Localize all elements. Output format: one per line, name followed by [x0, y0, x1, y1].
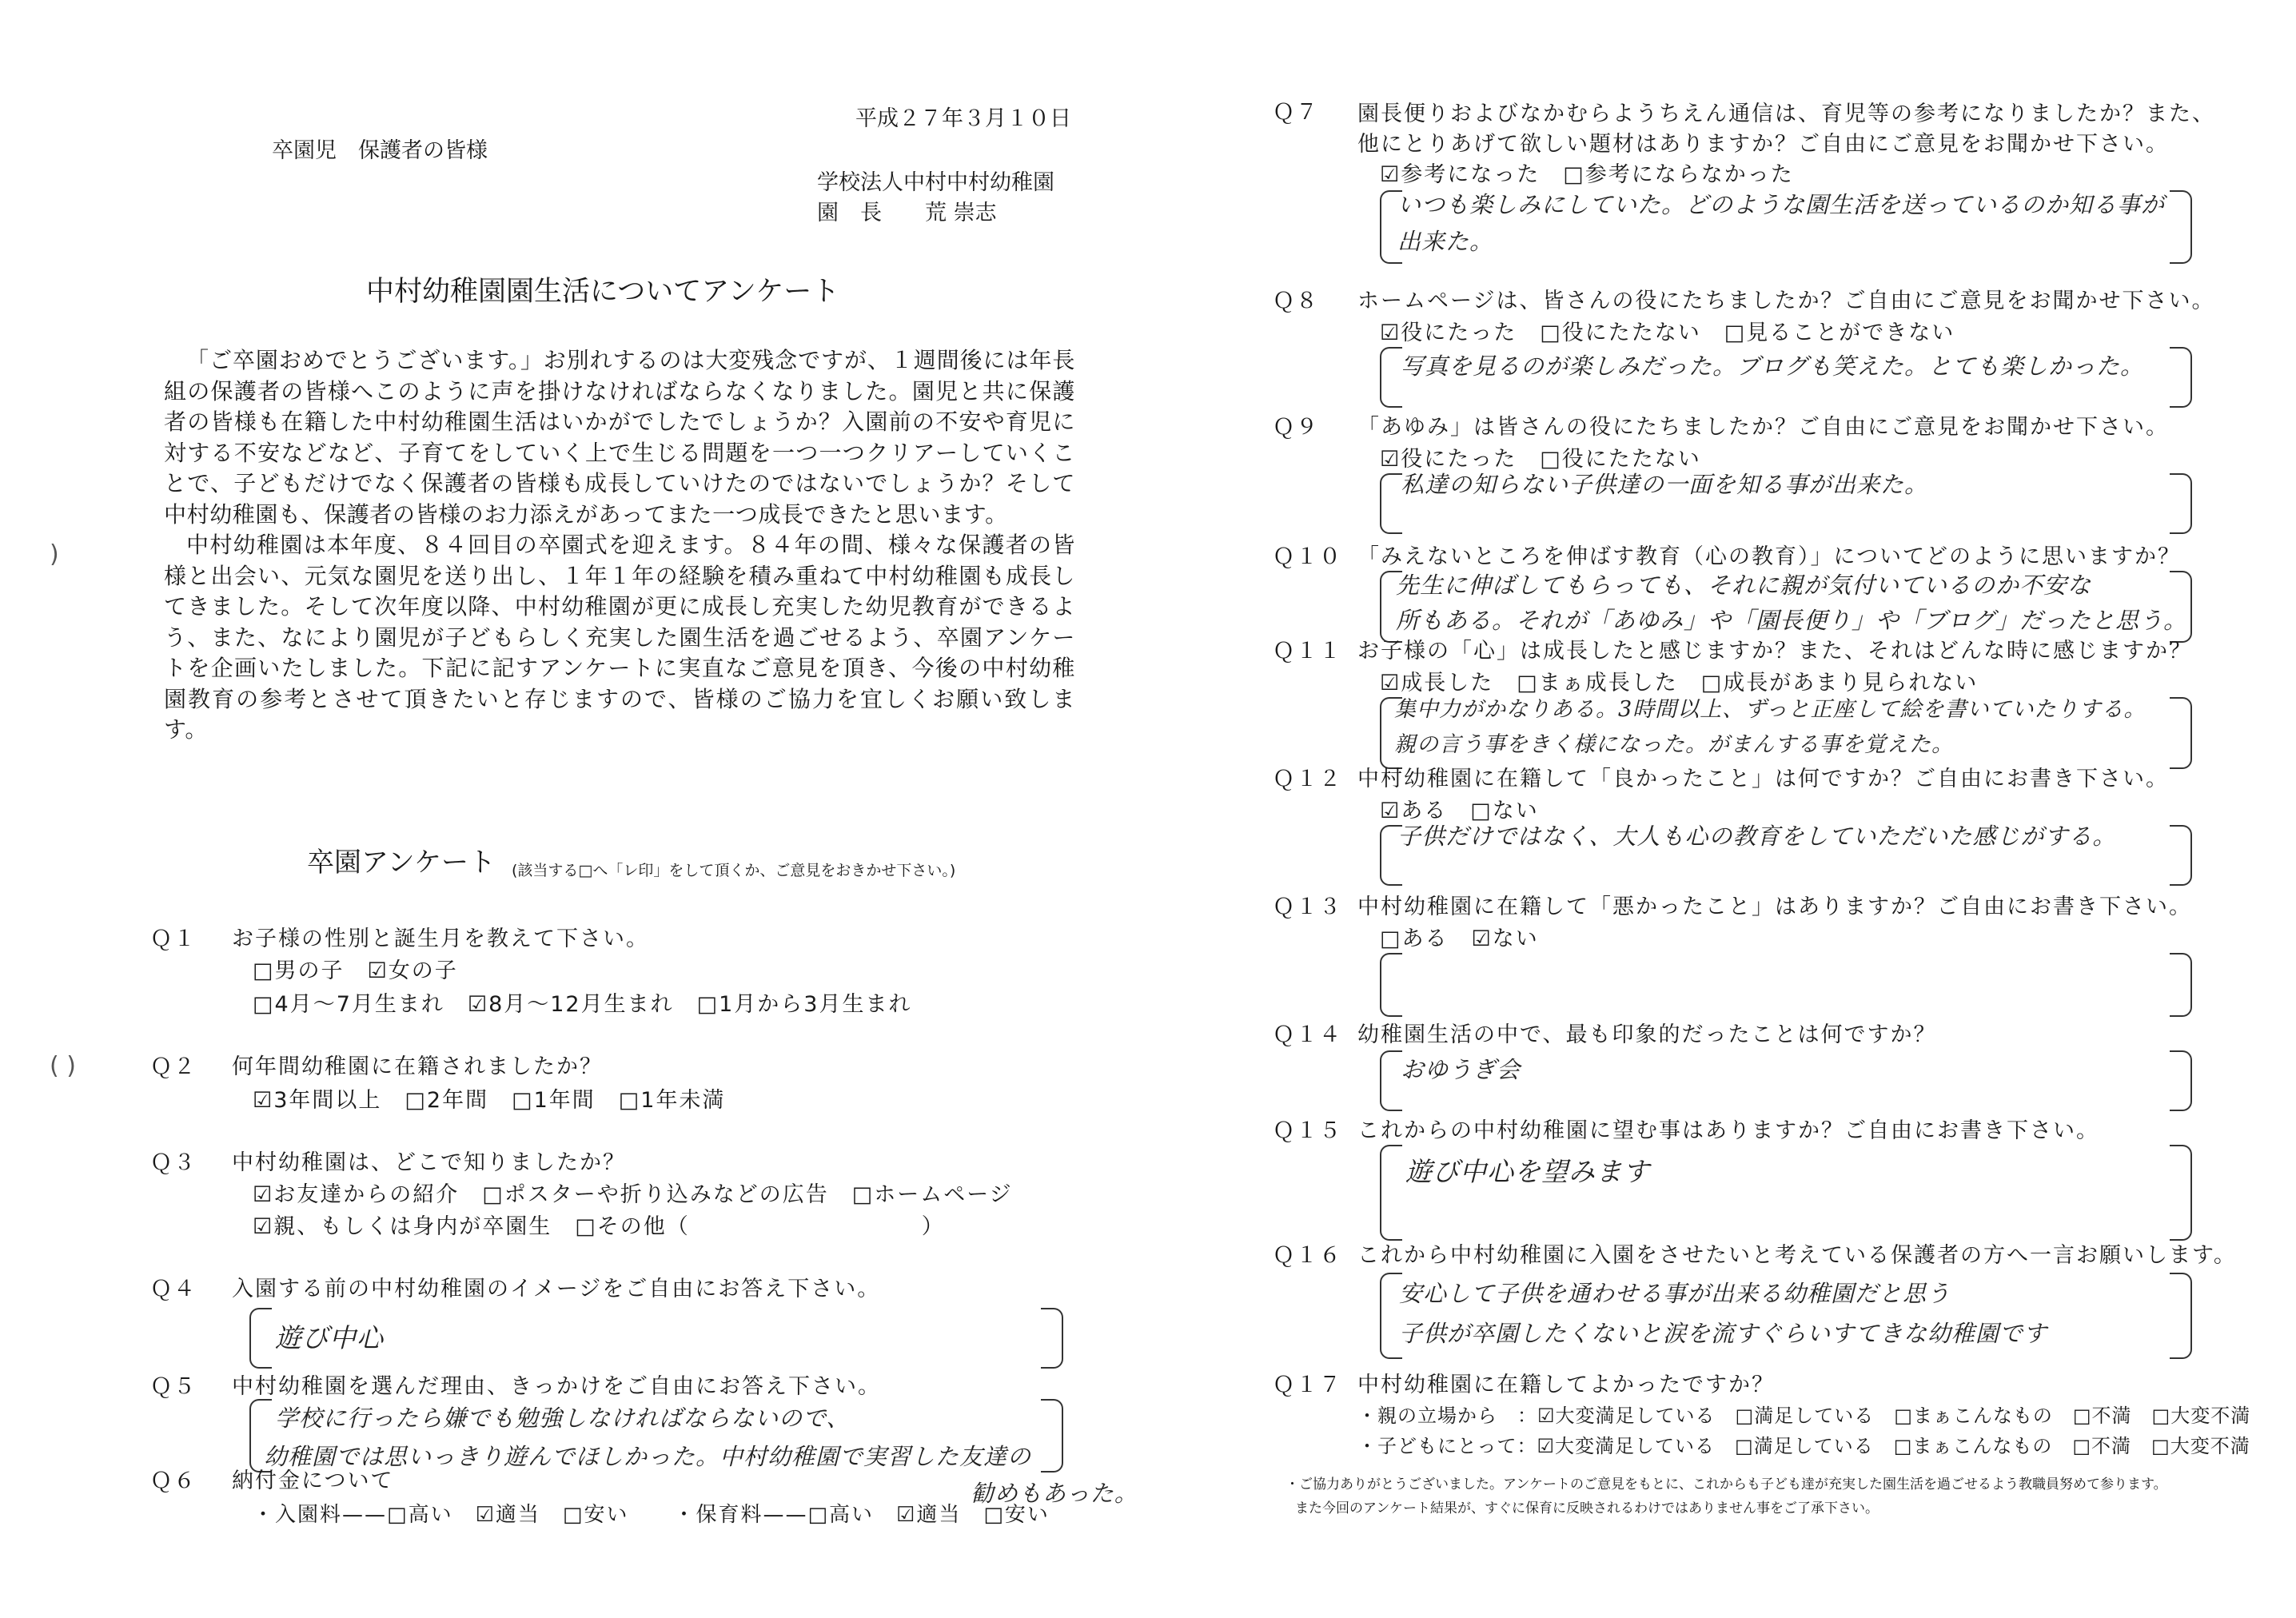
q8-bracket-left	[1380, 347, 1402, 408]
q1-text: お子様の性別と誕生月を教えて下さい。	[232, 927, 649, 951]
q16-text: これから中村幼稚園に入園をさせたいと考えている保護者の方へ一言お願いします。	[1357, 1243, 2237, 1268]
q7-answer-line2[interactable]: 出来た。	[1397, 228, 1494, 255]
q2-text: 何年間幼稚園に在籍されましたか？	[232, 1054, 603, 1079]
q4-number: Ｑ４	[150, 1277, 197, 1301]
punch-mark-top: )	[50, 540, 59, 568]
q6-text: 納付金について	[232, 1469, 394, 1493]
q15-text: これからの中村幼稚園に望む事はありますか？ご自由にお書き下さい。	[1357, 1118, 2099, 1143]
organization: 学校法人中村中村幼稚園	[817, 170, 1054, 195]
page-title: 中村幼稚園園生活についてアンケート	[366, 276, 840, 308]
q11-number: Ｑ１１	[1273, 639, 1342, 664]
q4-bracket-right	[1041, 1308, 1063, 1369]
intro-paragraph-2: 中村幼稚園は本年度、８４回目の卒園式を迎えます。８４年の間、様々な保護者の皆様と出会い、元気な園児を送り出し、１年１年の経験を積み重ねて中村幼稚園も成長してきました。そして次年度以降、中村幼稚園が更に成長し充実した幼児教育ができるよう、また、なにより園児が子どもらしく充実した園生活を過ごせるよう、卒園アンケートを企画いたしました。下記に記すアンケートに実直なご意見を頂き、今後の中村幼稚園教育の参考とさせて頂きたいと存じますので、皆様のご協力を宜しくお願い致します。	[164, 532, 1075, 743]
q14-bracket-left	[1380, 1050, 1402, 1111]
q13-number: Ｑ１３	[1273, 895, 1342, 919]
q5-number: Ｑ５	[150, 1374, 197, 1399]
q11-options[interactable]: ☑成長した □まぁ成長した □成長があまり見られない	[1380, 671, 1979, 695]
q4-bracket-left	[249, 1308, 272, 1369]
q9-answer[interactable]: 私達の知らない子供達の一面を知る事が出来た。	[1401, 471, 1929, 498]
q12-number: Ｑ１２	[1273, 767, 1342, 791]
q11-bracket-right	[2170, 697, 2192, 769]
q16-answer-line1[interactable]: 安心して子供を通わせる事が出来る幼稚園だと思う	[1399, 1280, 1951, 1307]
q3-options-2[interactable]: ☑親、もしくは身内が卒園生 □その他（ ）	[253, 1214, 945, 1239]
q10-answer-line2[interactable]: 所もある。それが「あゆみ」や「園長便り」や「ブログ」だったと思う。	[1396, 607, 2188, 634]
footer-line2: また今回のアンケート結果が、すぐに保育に反映されるわけではありません事をご了承下さい。	[1295, 1500, 1879, 1516]
q16-number: Ｑ１６	[1273, 1243, 1342, 1268]
q15-answer[interactable]: 遊び中心を望みます	[1405, 1156, 1650, 1187]
q8-options[interactable]: ☑役にたった □役にたたない □見ることができない	[1380, 321, 1955, 345]
q3-options-1[interactable]: ☑お友達からの紹介 □ポスターや折り込みなどの広告 □ホームページ	[253, 1182, 1013, 1207]
q13-bracket-left	[1380, 953, 1402, 1017]
q1-number: Ｑ１	[150, 927, 197, 951]
q17-number: Ｑ１７	[1273, 1373, 1342, 1397]
letter-date: 平成２７年３月１０日	[855, 106, 1071, 131]
q13-options[interactable]: □ある ☑ない	[1380, 927, 1539, 951]
q2-options[interactable]: ☑3年間以上 □2年間 □1年間 □1年未満	[253, 1088, 726, 1113]
q9-bracket-left	[1380, 473, 1402, 534]
q12-text: 中村幼稚園に在籍して「良かったこと」は何ですか？ご自由にお書き下さい。	[1357, 767, 2169, 791]
q15-bracket-right	[2170, 1145, 2192, 1241]
q3-number: Ｑ３	[150, 1150, 197, 1175]
q9-options[interactable]: ☑役にたった □役にたたない	[1380, 447, 1701, 472]
q7-text: 園長便りおよびなかむらようちえん通信は、育児等の参考になりましたか？また、他にとりあげて欲しい題材はありますか？ご自由にご意見をお聞かせ下さい。	[1357, 102, 2215, 157]
q7-bracket-right	[2170, 190, 2192, 264]
q15-bracket-left	[1380, 1145, 1402, 1241]
q13-text: 中村幼稚園に在籍して「悪かったこと」はありますか？ご自由にお書き下さい。	[1357, 895, 2192, 919]
q7-answer-line1[interactable]: いつも楽しみにしていた。どのような園生活を送っているのか知る事が	[1397, 191, 2166, 218]
q12-options[interactable]: ☑ある □ない	[1380, 799, 1539, 823]
q11-answer-line1[interactable]: 集中力がかなりある。3時間以上、ずっと正座して絵を書いていたりする。	[1394, 697, 2147, 722]
q14-bracket-right	[2170, 1050, 2192, 1111]
addressee: 卒園児 保護者の皆様	[272, 138, 488, 163]
q10-number: Ｑ１０	[1273, 544, 1342, 569]
punch-mark-bottom: ( )	[50, 1052, 76, 1080]
q6-options[interactable]: ・入園料——□高い ☑適当 □安い ・保育料——□高い ☑適当 □安い	[253, 1503, 1050, 1527]
q17-text: 中村幼稚園に在籍してよかったですか？	[1357, 1373, 1775, 1397]
q5-text: 中村幼稚園を選んだ理由、きっかけをご自由にお答え下さい。	[232, 1374, 881, 1399]
q11-answer-line2[interactable]: 親の言う事をきく様になった。がまんする事を覚えた。	[1394, 732, 1954, 757]
q7-options[interactable]: ☑参考になった □参考にならなかった	[1380, 162, 1794, 187]
q16-bracket-right	[2170, 1273, 2192, 1359]
q8-answer[interactable]: 写真を見るのが楽しみだった。ブログも笑えた。とても楽しかった。	[1401, 353, 2145, 380]
q15-number: Ｑ１５	[1273, 1118, 1342, 1143]
survey-note: (該当する□へ「レ印」をして頂くか、ご意見をおきかせ下さい。)	[512, 862, 956, 879]
q8-bracket-right	[2170, 347, 2192, 408]
q7-number: Ｑ７	[1273, 100, 1319, 125]
q4-text: 入園する前の中村幼稚園のイメージをご自由にお答え下さい。	[232, 1277, 881, 1301]
q14-text: 幼稚園生活の中で、最も印象的だったことは何ですか？	[1357, 1022, 1937, 1047]
q12-bracket-right	[2170, 825, 2192, 886]
q5-answer-line3[interactable]: 勧めもあった。	[971, 1480, 1138, 1507]
q8-text: ホームページは、皆さんの役にたちましたか？ご自由にご意見をお聞かせ下さい。	[1357, 289, 2215, 313]
q9-number: Ｑ９	[1273, 415, 1319, 440]
q4-answer[interactable]: 遊び中心	[275, 1322, 384, 1353]
q5-bracket-right	[1041, 1399, 1063, 1473]
q3-text: 中村幼稚園は、どこで知りましたか？	[232, 1150, 626, 1175]
q5-answer-line2[interactable]: 幼稚園では思いっきり遊んでほしかった。中村幼稚園で実習した友達の	[264, 1443, 1032, 1470]
survey-title: 卒園アンケート	[307, 847, 496, 879]
q13-bracket-right	[2170, 953, 2192, 1017]
q1-options-gender[interactable]: □男の子 ☑女の子	[253, 958, 458, 983]
q12-answer[interactable]: 子供だけではなく、大人も心の教育をしていただいた感じがする。	[1397, 823, 2117, 850]
right-page	[1148, 0, 2296, 1618]
intro-paragraph-1: 「ご卒園おめでとうございます。」お別れするのは大変残念ですが、１週間後には年長組の保護者の皆様へこのように声を掛けなければならなくなりました。園児と共に保護者の皆様も在籍した中村幼稚園生活はいかがでしたでしょうか？入園前の不安や育児に対する不安などなど、子育てをしていく上で生じる問題を一つ一つクリアーしていくことで、子どもだけでなく保護者の皆様も成長していけたのではないでしょうか？そして中村幼稚園も、保護者の皆様のお力添えがあってまた一つ成長できたと思います。	[164, 347, 1075, 528]
q11-text: お子様の「心」は成長したと感じますか？また、それはどんな時に感じますか？	[1357, 639, 2192, 664]
q14-number: Ｑ１４	[1273, 1022, 1342, 1047]
q17-options-child[interactable]: ・子どもにとって：☑大変満足している □満足している □まぁこんなもの □不満 □大変不満	[1357, 1435, 2250, 1457]
q2-number: Ｑ２	[150, 1054, 197, 1079]
q16-answer-line2[interactable]: 子供が卒園したくないと涙を流すぐらいすてきな幼稚園です	[1399, 1320, 2047, 1347]
footer-line1: ・ご協力ありがとうございました。アンケートのご意見をもとに、これからも子ども達が充実した園生活を過ごせるよう教職員努めて参ります。	[1286, 1477, 2167, 1492]
q10-text: 「みえないところを伸ばす教育（心の教育）」についてどのように思いますか？	[1357, 544, 2181, 569]
q14-answer[interactable]: おゆうぎ会	[1401, 1056, 1521, 1083]
q8-number: Ｑ８	[1273, 289, 1319, 313]
q1-options-month[interactable]: □4月〜7月生まれ ☑8月〜12月生まれ □1月から3月生まれ	[253, 992, 912, 1017]
q9-text: 「あゆみ」は皆さんの役にたちましたか？ご自由にご意見をお聞かせ下さい。	[1357, 415, 2169, 440]
q10-answer-line1[interactable]: 先生に伸ばしてもらっても、それに親が気付いているのか不安な	[1396, 572, 2092, 599]
q9-bracket-right	[2170, 473, 2192, 534]
principal: 園 長 荒 崇志	[817, 201, 997, 225]
q6-number: Ｑ６	[150, 1469, 197, 1493]
q5-answer-line1[interactable]: 学校に行ったら嫌でも勉強しなければならないので、	[275, 1405, 851, 1432]
q17-options-parent[interactable]: ・親の立場から ：☑大変満足している □満足している □まぁこんなもの □不満 □大変不満	[1357, 1405, 2251, 1427]
